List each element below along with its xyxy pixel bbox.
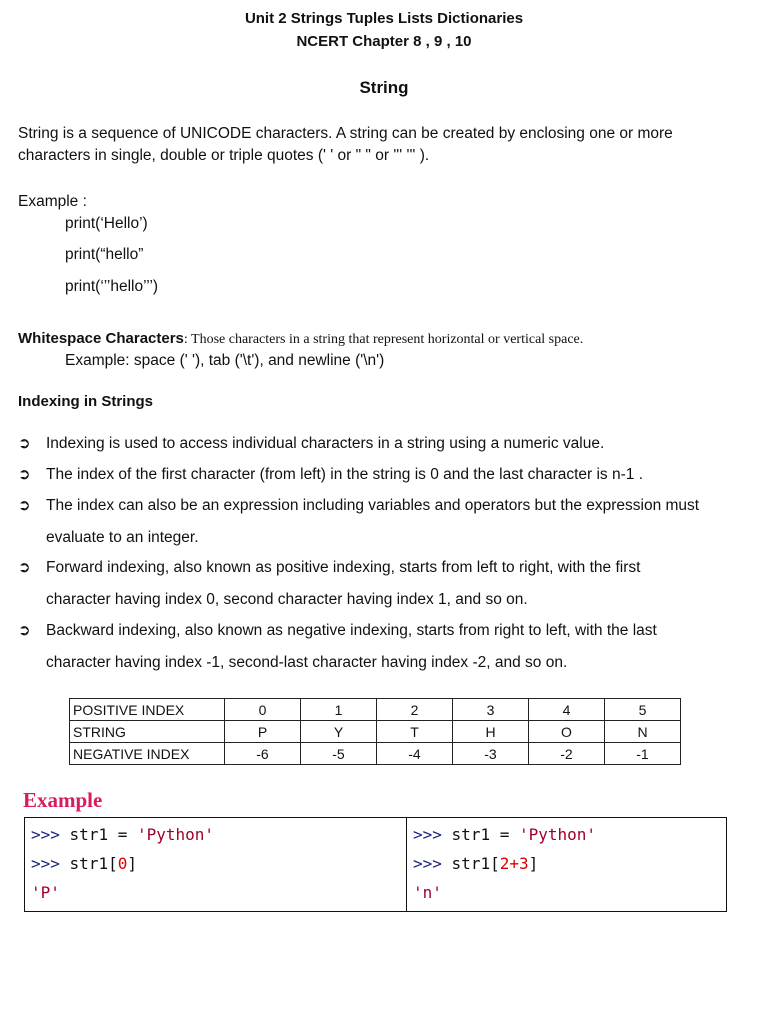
section-title: String	[359, 78, 409, 97]
code-string: 'Python'	[518, 825, 597, 844]
prompt: >>>	[31, 854, 60, 873]
circled-arrow-right-icon: ➲	[18, 497, 31, 514]
code-example-table	[24, 817, 727, 912]
table-cell: 3	[453, 699, 529, 721]
table-cell: P	[225, 721, 301, 743]
whitespace-term: Whitespace Characters	[18, 330, 184, 347]
table-row	[70, 721, 681, 743]
code-example-label: Example	[23, 788, 103, 812]
index-table	[69, 698, 681, 765]
table-cell: 5	[605, 699, 681, 721]
table-cell: 0	[225, 699, 301, 721]
code-bracket: ]	[127, 854, 137, 873]
table-cell: O	[529, 721, 605, 743]
code-output	[31, 878, 400, 907]
code-output	[413, 878, 720, 907]
prompt: >>>	[413, 825, 442, 844]
table-cell: T	[377, 721, 453, 743]
table-cell: H	[453, 721, 529, 743]
bullet-text: Backward indexing, also known as negative indexing, starts from right to left, with the last	[46, 622, 657, 639]
code-line	[413, 820, 720, 849]
row-label-negative-index: NEGATIVE INDEX	[70, 743, 225, 765]
code-variable: str1 =	[451, 825, 510, 844]
table-cell: -2	[529, 743, 605, 765]
table-cell: 4	[529, 699, 605, 721]
document-title: Unit 2 Strings Tuples Lists Dictionaries	[244, 10, 524, 27]
code-string: 'Python'	[136, 825, 215, 844]
example-line-3: print(‘’’hello’’’)	[65, 278, 159, 295]
document-subtitle: NCERT Chapter 8 , 9 , 10	[296, 33, 472, 50]
table-cell: 2	[377, 699, 453, 721]
code-number: 0	[117, 854, 128, 873]
code-output-value: 'P'	[31, 883, 60, 902]
table-cell: -4	[377, 743, 453, 765]
prompt: >>>	[413, 854, 442, 873]
table-cell: Y	[301, 721, 377, 743]
bullet-text-continued: character having index 0, second character having index 1, and so on.	[46, 591, 528, 608]
code-variable: str1[	[69, 854, 118, 873]
code-cell-left	[25, 818, 407, 912]
example-line-2: print(“hello”	[65, 246, 144, 263]
row-label-positive-index: POSITIVE INDEX	[70, 699, 225, 721]
bullet-text: Forward indexing, also known as positive indexing, starts from left to right, with the first	[46, 559, 641, 576]
code-variable: str1 =	[69, 825, 128, 844]
circled-arrow-right-icon: ➲	[18, 466, 31, 483]
circled-arrow-right-icon: ➲	[18, 622, 31, 639]
whitespace-example: Example: space (' '), tab ('\t'), and newline ('\n')	[65, 352, 385, 369]
circled-arrow-right-icon: ➲	[18, 559, 31, 576]
whitespace-text: : Those characters in a string that represent horizontal or vertical space.	[183, 332, 584, 347]
table-cell: -3	[453, 743, 529, 765]
example-line-1: print(‘Hello’)	[65, 215, 148, 232]
intro-line-1: String is a sequence of UNICODE characters. A string can be created by enclosing one or more	[18, 125, 673, 142]
bullet-text: The index can also be an expression including variables and operators but the expression must	[46, 497, 700, 514]
bullet-text-continued: character having index -1, second-last character having index -2, and so on.	[46, 654, 568, 671]
code-output-value: 'n'	[413, 883, 442, 902]
code-bracket: ]	[528, 854, 539, 873]
indexing-heading: Indexing in Strings	[18, 393, 154, 410]
prompt: >>>	[31, 825, 60, 844]
table-row	[70, 699, 681, 721]
table-row	[70, 743, 681, 765]
row-label-string: STRING	[70, 721, 225, 743]
table-cell: 1	[301, 699, 377, 721]
bullet-text-continued: evaluate to an integer.	[46, 529, 199, 546]
code-line	[413, 849, 720, 878]
code-line	[31, 849, 400, 878]
code-number: 2+3	[499, 854, 529, 873]
table-cell: -5	[301, 743, 377, 765]
circled-arrow-right-icon: ➲	[18, 435, 31, 452]
table-cell: N	[605, 721, 681, 743]
code-line	[31, 820, 400, 849]
example-label: Example :	[18, 193, 87, 210]
table-row	[25, 818, 727, 912]
intro-line-2: characters in single, double or triple quotes (' ' or " " or ''' ''' ).	[18, 147, 430, 164]
table-cell: -1	[605, 743, 681, 765]
bullet-text: The index of the first character (from left) in the string is 0 and the last character is n-1 .	[46, 466, 644, 483]
code-cell-right	[407, 818, 727, 912]
whitespace-definition	[18, 330, 583, 348]
table-cell: -6	[225, 743, 301, 765]
code-variable: str1[	[451, 854, 500, 873]
bullet-text: Indexing is used to access individual characters in a string using a numeric value.	[46, 435, 605, 452]
